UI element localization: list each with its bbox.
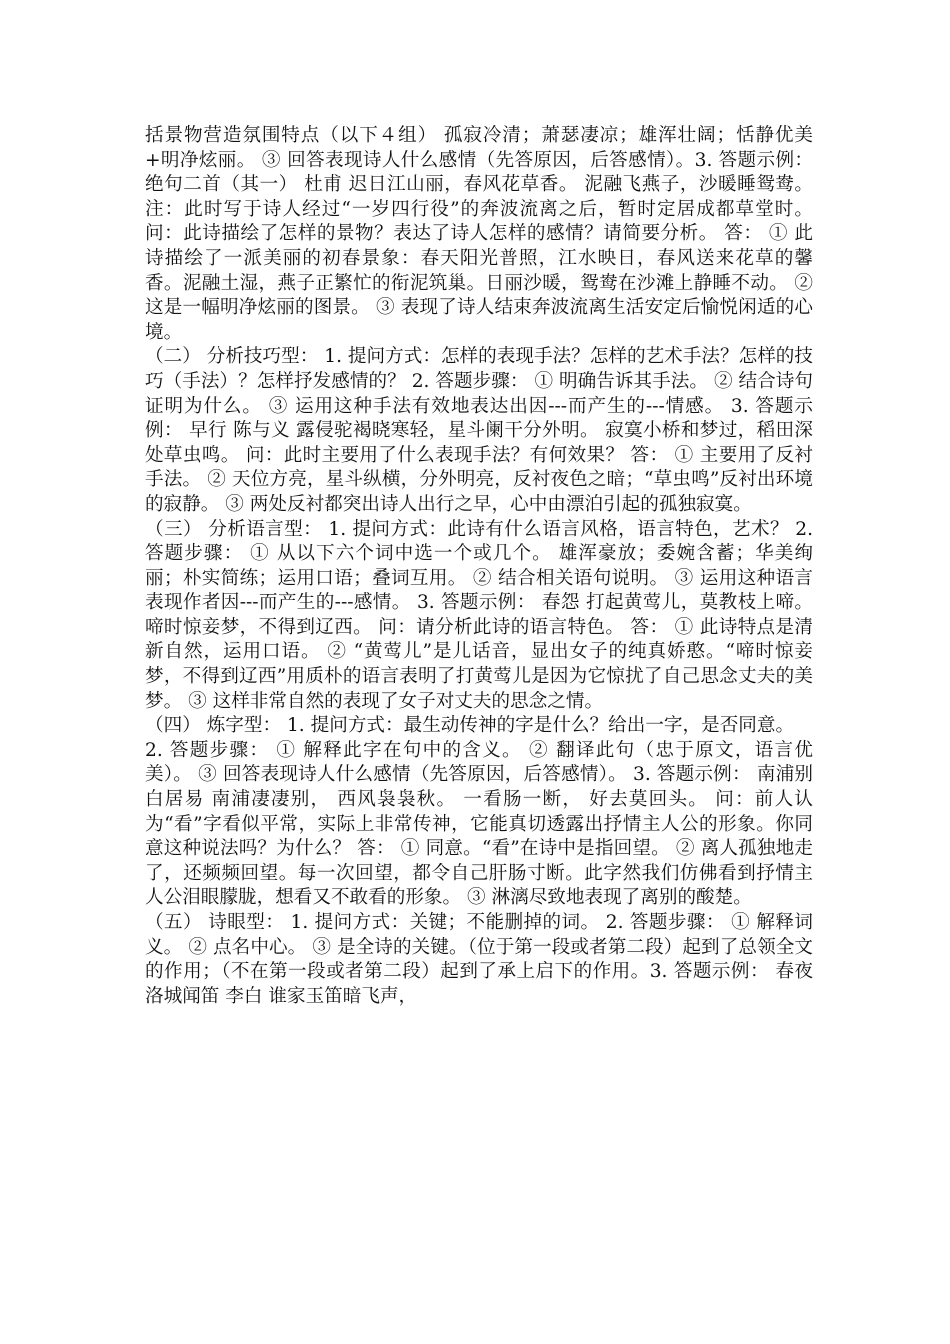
paragraph-scenery-answer: 括景物营造氛围特点（以下４组） 孤寂冷清；萧瑟凄凉；雄浑壮阔；恬静优美+明净炫丽。 ③ 回答表现诗人什么感情（先答原因，后答感情）。3. 答题示例： 绝句二首（其一） 杜甫 迟日江山丽，春风花草香。 泥融飞燕子，沙暖睡鸳鸯。 注：此时写于诗人经过“一岁四行役”的奔波流离之后，暂时定居成都草堂时。 问：此诗描绘了怎样的景物？表达了诗人怎样的感情？请简要分析。 答： ① 此诗描绘了一派美丽的初春景象：春天阳光普照，江水映日，春风送来花草的馨香。泥融土湿，燕子正繁忙的衔泥筑巢。日丽沙暖，鸳鸯在沙滩上静睡不动。 ② 这是一幅明净炫丽的图景。 ③ 表现了诗人结束奔波流离生活安定后愉悦闲适的心境。 — [145, 125, 813, 343]
paragraph-technique-type: （二） 分析技巧型： 1. 提问方式：怎样的表现手法？怎样的艺术手法？怎样的技巧（手法）？怎样抒发感情的？ 2. 答题步骤： ① 明确告诉其手法。 ② 结合诗句证明为什么。 ③ 运用这种手法有效地表达出因---而产生的---情感。 3. 答题示例： 早行 陈与义 露侵驼褐晓寒轻，星斗阑干分外明。 寂寞小桥和梦过，稻田深处草虫鸣。 问：此时主要用了什么表现手法？有何效果？ 答： ① 主要用了反衬手法。 ② 天位方亮，星斗纵横，分外明亮，反衬夜色之暗；“草虫鸣”反衬出环境的寂静。 ③ 两处反衬都突出诗人出行之早，心中由漂泊引起的孤独寂寞。 — [145, 346, 813, 515]
paragraph-language-type: （三） 分析语言型： 1. 提问方式：此诗有什么语言风格，语言特色，艺术？ 2. 答题步骤： ① 从以下六个词中选一个或几个。 雄浑豪放；委婉含蓄；华美绚丽；朴实简练；运用口语；叠词互用。 ② 结合相关语句说明。 ③ 运用这种语言表现作者因---而产生的---感情。 3. 答题示例： 春怨 打起黄莺儿，莫教枝上啼。 啼时惊妾梦，不得到辽西。 问：请分析此诗的语言特色。 答： ① 此诗特点是清新自然，运用口语。 ② “黄莺儿”是儿话音，显出女子的纯真娇憨。“啼时惊妾梦，不得到辽西”用质朴的语言表明了打黄莺儿是因为它惊扰了自己思念丈夫的美梦。 ③ 这样非常自然的表现了女子对丈夫的思念之情。 — [145, 518, 813, 712]
paragraph-word-refining-type: （四） 炼字型： 1. 提问方式：最生动传神的字是什么？给出一字，是否同意。 — [145, 715, 795, 737]
paragraph-poem-eye-type: （五） 诗眼型： 1. 提问方式：关键；不能删掉的词。 2. 答题步骤： ① 解释词义。 ② 点名中心。 ③ 是全诗的关键。（位于第一段或者第二段）起到了总领全文的作用；（不在第一段或者第二段）起到了承上启下的作用。3. 答题示例： 春夜洛城闻笛 李白 谁家玉笛暗飞声， — [145, 912, 813, 1007]
paragraph-word-refining-steps: 2. 答题步骤： ① 解释此字在句中的含义。 ② 翻译此句（忠于原文，语言优美）。 ③ 回答表现诗人什么感情（先答原因，后答感情）。 3. 答题示例： 南浦别 白居易 南浦凄凄别， 西风袅袅秋。 一看肠一断， 好去莫回头。 问：前人认为“看”字看似平常，实际上非常传神，它能真切透露出抒情主人公的形象。你同意这种说法吗？为什么？ 答： ① 同意。“看”在诗中是指回望。 ② 离人孤独地走了，还频频回望。每一次回望，都令自己肝肠寸断。此字然我们仿佛看到抒情主人公泪眼朦胧，想看又不敢看的形象。 ③ 淋漓尽致地表现了离别的酸楚。 — [145, 739, 813, 909]
document-body — [145, 124, 813, 1009]
